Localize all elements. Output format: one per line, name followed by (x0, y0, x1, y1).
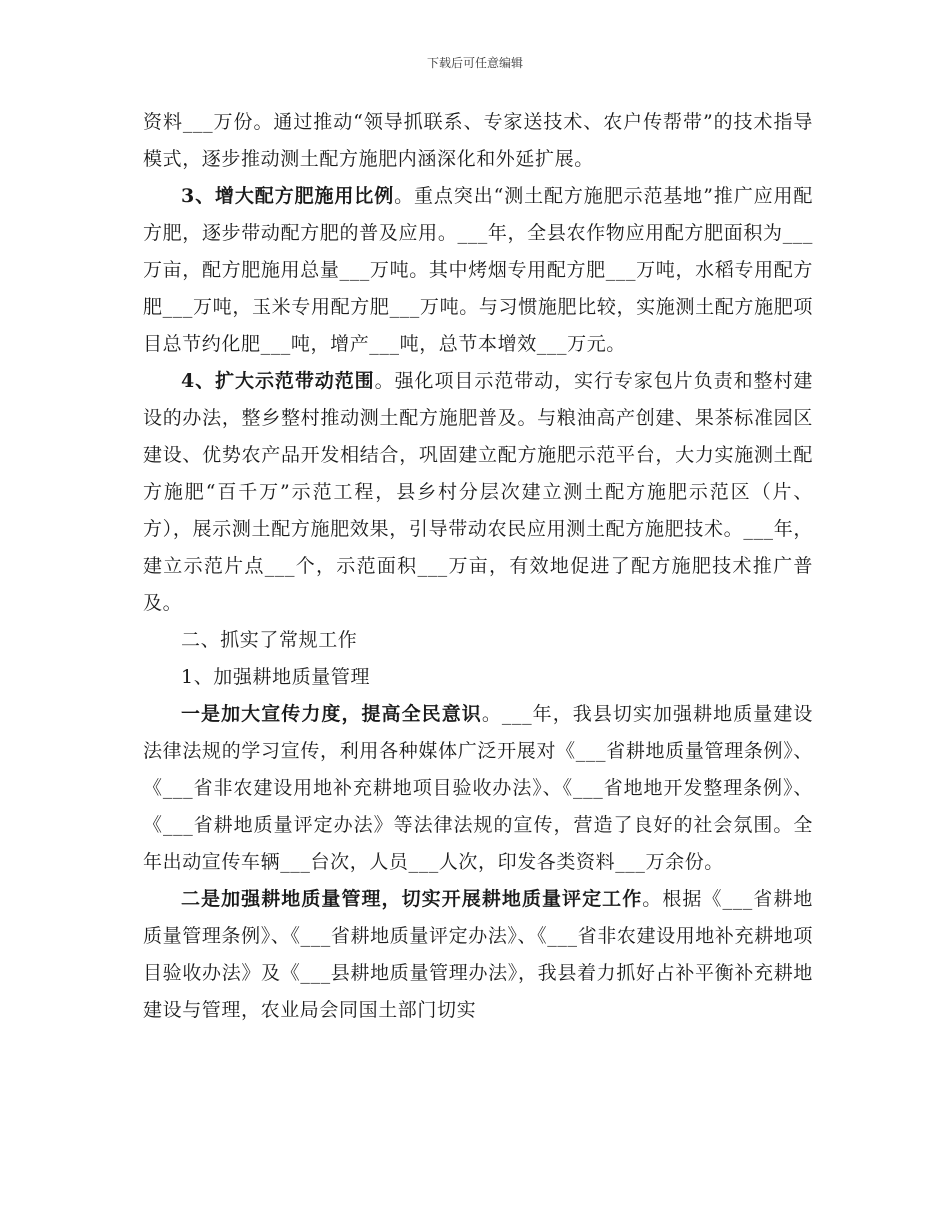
paragraph (143, 363, 813, 622)
paragraph-lead: 4、扩大示范带动范围 (181, 370, 375, 392)
paragraph-body: 。强化项目示范带动，实行专家包片负责和整村建设的办法，整乡整村推动测土配方施肥普及。与粮油高产创建、果茶标准园区建设、优势农产品开发相结合，巩固建立配方施肥示范平台，大力实施测土配方施肥“百千万”示范工程，县乡村分层次建立测土配方施肥示范区（片、方），展示测土配方施肥效果，引导带动农民应用测土配方施肥技术。___年，建立示范片点___个，示范面积___万亩，有效地促进了配方施肥技术推广普及。 (143, 370, 813, 614)
paragraph-lead: 3、增大配方肥施用比例 (181, 185, 395, 207)
subsection-heading-text: 1、加强耕地质量管理 (181, 666, 371, 688)
document-body (143, 104, 813, 1029)
paragraph (143, 104, 813, 178)
paragraph-body: 。根据《___省耕地质量管理条例》、《___省耕地质量评定办法》、《___省非农建设用地补充耕地项目验收办法》及《___县耕地质量管理办法》，我县着力抓好占补平衡补充耕地建设与管理，农业局会同国土部门切实 (143, 888, 813, 1021)
page-header: 下载后可任意编辑 (426, 56, 523, 70)
paragraph-lead: 二是加强耕地质量管理，切实开展耕地质量评定工作 (181, 888, 643, 910)
paragraph-body: 。重点突出“测土配方施肥示范基地”推广应用配方肥，逐步带动配方肥的普及应用。___年，全县农作物应用配方肥面积为___万亩，配方肥施用总量___万吨。其中烤烟专用配方肥___万吨，水稻专用配方肥___万吨，玉米专用配方肥___万吨。与习惯施肥比较，实施测土配方施肥项目总节约化肥___吨，增产___吨，总节本增效___万元。 (143, 185, 813, 355)
subsection-heading (143, 659, 813, 696)
section-heading (143, 622, 813, 659)
section-heading-text: 二、抓实了常规工作 (181, 629, 358, 651)
paragraph (143, 696, 813, 881)
paragraph-body: 资料___万份。通过推动“领导抓联系、专家送技术、农户传帮带”的技术指导模式，逐步推动测土配方施肥内涵深化和外延扩展。 (143, 111, 813, 170)
paragraph-body: 。___年，我县切实加强耕地质量建设法律法规的学习宣传，利用各种媒体广泛开展对《___省耕地质量管理条例》、《___省非农建设用地补充耕地项目验收办法》、《___省地地开发整理条例》、《___省耕地质量评定办法》等法律法规的宣传，营造了良好的社会氛围。全年出动宣传车辆___台次，人员___人次，印发各类资料___万余份。 (143, 703, 813, 873)
paragraph (143, 178, 813, 363)
paragraph (143, 881, 813, 1029)
paragraph-lead: 一是加大宣传力度，提高全民意识 (181, 703, 482, 725)
